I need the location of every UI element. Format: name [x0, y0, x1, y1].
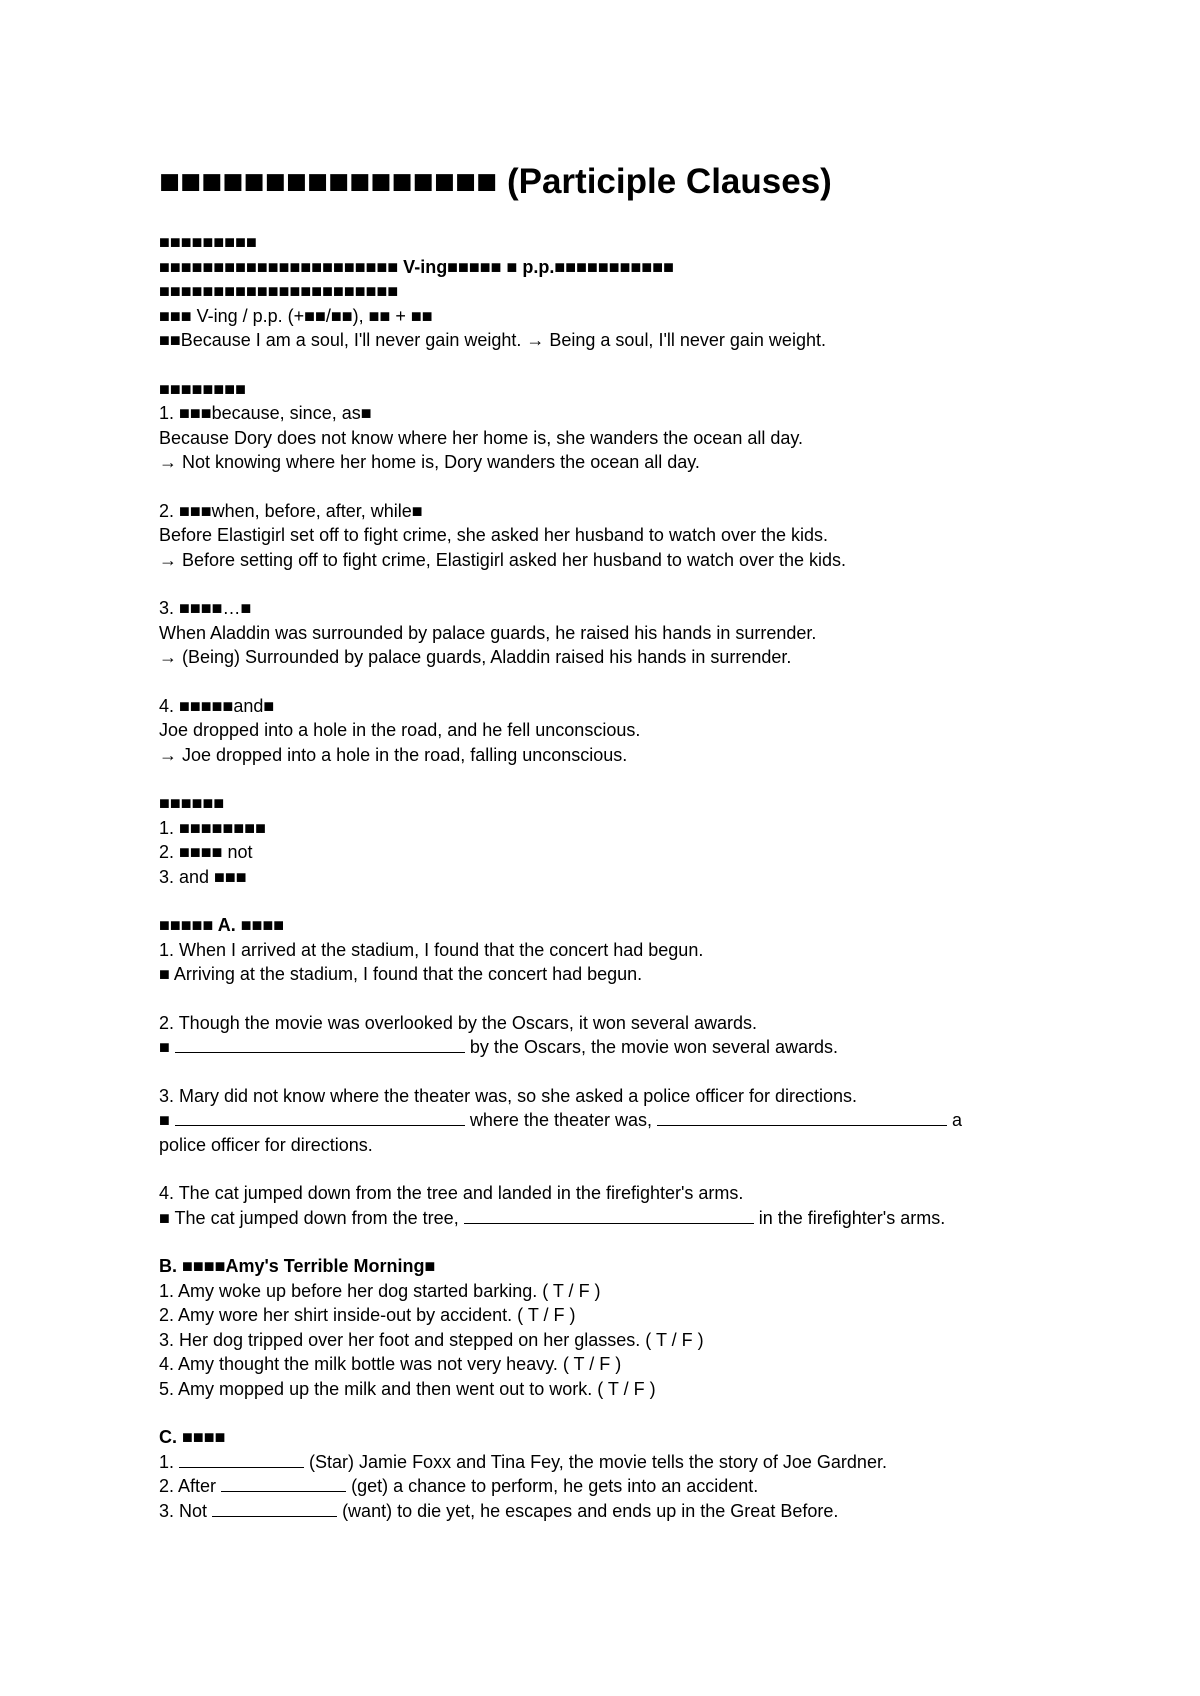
answer-blank[interactable]: [464, 1207, 754, 1224]
usage-original-3: When Aladdin was surrounded by palace guards, he raised his hands in surrender.: [159, 622, 817, 643]
exercise-b-section: [159, 1254, 1059, 1401]
exercise-b-item-5: 5. Amy mopped up the milk and then went out to work. ( T / F ): [159, 1378, 656, 1399]
usage-rewrite-3: → (Being) Surrounded by palace guards, Aladdin raised his hands in surrender.: [159, 647, 792, 667]
usage-original-2: Before Elastigirl set off to fight crime, she asked her husband to watch over the kids.: [159, 525, 829, 545]
answer-blank[interactable]: [221, 1475, 346, 1492]
answer-blank[interactable]: [179, 1451, 304, 1468]
answer-suffix: in the firefighter's arms.: [758, 1207, 946, 1228]
item-suffix: (get) a chance to perform, he gets into an accident.: [351, 1476, 759, 1496]
worksheet-page: [159, 160, 1059, 1523]
notes-section: [159, 791, 1059, 889]
exercise-b-item-1: 1. Amy woke up before her dog started barking. ( T / F ): [159, 1280, 601, 1301]
exercise-c-item-1: [159, 1450, 1059, 1475]
item-suffix: (want) to die yet, he escapes and ends up in the Great Before.: [342, 1500, 839, 1521]
exercise-a-section: [159, 913, 1059, 1230]
exercise-a-answer-1: ■ Arriving at the stadium, I found that the concert had begun.: [159, 964, 643, 984]
page-title: ■■■■■■■■■■■■■■■■ (Participle Clauses): [159, 162, 832, 201]
usage-label-1: 1. ■■■because, since, as■: [159, 403, 372, 423]
answer-marker: ■: [159, 1110, 170, 1130]
answer-marker: ■: [159, 1037, 170, 1057]
answer-blank[interactable]: [175, 1036, 465, 1053]
exercise-c-item-3: [159, 1499, 1059, 1524]
usage-original-4: Joe dropped into a hole in the road, and he fell unconscious.: [159, 720, 641, 740]
usage-label-4: 4. ■■■■■and■: [159, 695, 275, 716]
exercise-c-section: [159, 1425, 1059, 1523]
answer-end: a: [952, 1110, 963, 1130]
exercise-c-heading: C. ■■■■: [159, 1427, 226, 1447]
exercise-a-question-3: 3. Mary did not know where the theater was, so she asked a police officer for directions.: [159, 1085, 858, 1106]
exercise-a-heading: ■■■■■ A. ■■■■: [159, 915, 285, 935]
notes-item-1: 1. ■■■■■■■■: [159, 817, 266, 838]
usage-section: [159, 377, 1059, 768]
usage-label-3: 3. ■■■■…■: [159, 598, 252, 618]
answer-blank[interactable]: [212, 1500, 337, 1517]
exercise-a-answer-4: [159, 1206, 1059, 1231]
concept-formula: ■■■ V-ing / p.p. (+■■/■■), ■■ + ■■: [159, 305, 433, 326]
concept-section: [159, 230, 1059, 353]
exercise-a-question-2: 2. Though the movie was overlooked by the Oscars, it won several awards.: [159, 1012, 757, 1033]
answer-blank[interactable]: [175, 1109, 465, 1126]
usage-heading: ■■■■■■■■: [159, 378, 246, 399]
exercise-c-item-2: [159, 1474, 1059, 1499]
answer-prefix: ■ The cat jumped down from the tree,: [159, 1207, 459, 1228]
concept-heading: ■■■■■■■■■: [159, 232, 257, 252]
concept-example: ■■Because I am a soul, I'll never gain weight. → Being a soul, I'll never gain weight.: [159, 330, 826, 350]
concept-line-2: ■■■■■■■■■■■■■■■■■■■■■■: [159, 281, 399, 301]
item-prefix: 3. Not: [159, 1500, 208, 1521]
usage-rewrite-4: → Joe dropped into a hole in the road, falling unconscious.: [159, 744, 628, 765]
exercise-b-item-4: 4. Amy thought the milk bottle was not very heavy. ( T / F ): [159, 1354, 622, 1374]
exercise-b-item-3: 3. Her dog tripped over her foot and stepped on her glasses. ( T / F ): [159, 1329, 704, 1350]
exercise-a-question-4: 4. The cat jumped down from the tree and landed in the firefighter's arms.: [159, 1183, 744, 1203]
notes-heading: ■■■■■■: [159, 793, 225, 813]
exercise-a-question-1: 1. When I arrived at the stadium, I found that the concert had begun.: [159, 939, 704, 960]
item-prefix: 2. After: [159, 1476, 217, 1496]
usage-rewrite-2: → Before setting off to fight crime, Elastigirl asked her husband to watch over the kids.: [159, 549, 847, 570]
answer-blank[interactable]: [657, 1109, 947, 1126]
usage-rewrite-1: → Not knowing where her home is, Dory wanders the ocean all day.: [159, 452, 700, 472]
exercise-b-item-2: 2. Amy wore her shirt inside-out by accident. ( T / F ): [159, 1305, 576, 1325]
notes-item-3: 3. and ■■■: [159, 866, 247, 887]
usage-label-2: 2. ■■■when, before, after, while■: [159, 500, 423, 521]
answer-suffix: by the Oscars, the movie won several awards.: [469, 1037, 839, 1057]
notes-item-2: 2. ■■■■ not: [159, 842, 253, 862]
answer-middle: where the theater was,: [469, 1110, 653, 1130]
exercise-a-answer-2: [159, 1035, 1059, 1060]
exercise-a-answer-3-continued: police officer for directions.: [159, 1134, 373, 1155]
item-suffix: (Star) Jamie Foxx and Tina Fey, the movie tells the story of Joe Gardner.: [309, 1451, 887, 1472]
usage-original-1: Because Dory does not know where her home is, she wanders the ocean all day.: [159, 427, 804, 448]
item-prefix: 1.: [159, 1451, 175, 1472]
concept-line-1: ■■■■■■■■■■■■■■■■■■■■■■ V-ing■■■■■ ■ p.p.■■■■■■■■■■■: [159, 256, 675, 277]
exercise-b-heading: B. ■■■■Amy's Terrible Morning■: [159, 1256, 436, 1276]
exercise-a-answer-3: [159, 1108, 1059, 1133]
